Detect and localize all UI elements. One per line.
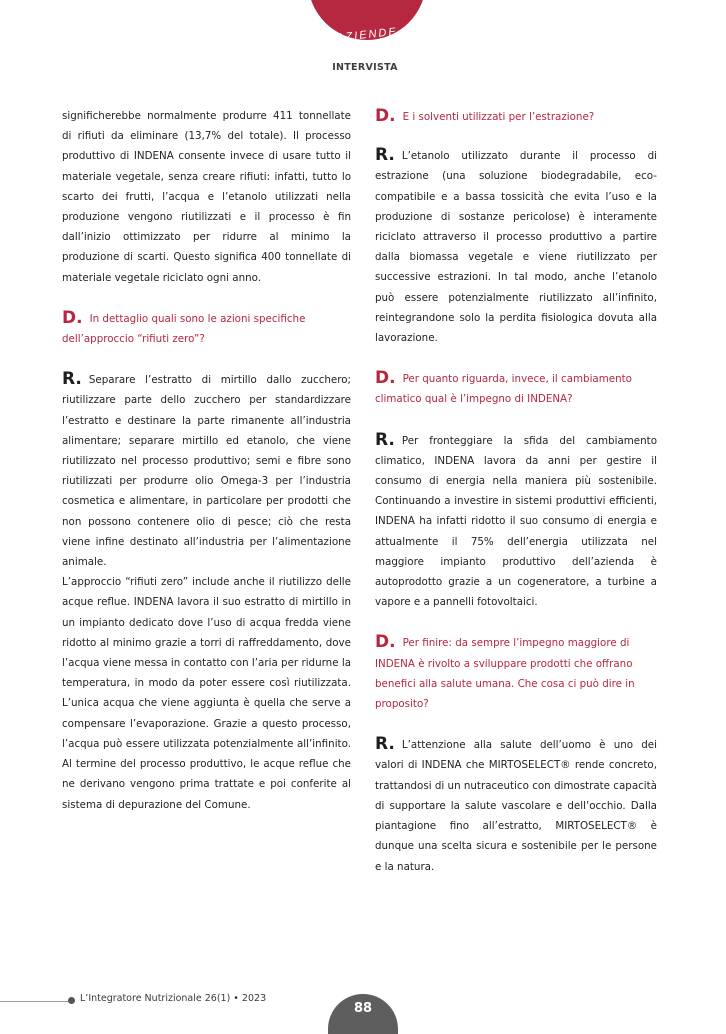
section-badge-label: AZIENDE [335, 25, 399, 45]
question-solventi [375, 106, 657, 127]
question-text: In dettaglio quali sono le azioni specifiche dell’approccio “rifiuti zero”? [62, 312, 306, 346]
answer-marker: R. [375, 145, 395, 166]
answer-text: L’attenzione alla salute dell’uomo è uno dei valori di INDENA che MIRTOSELECT® rende concreto, trattandosi di un nutraceutico con dimostrate capacità di supportare la salute vascolare e dell’occhio. Dalla piantagione fino all’estratto, MIRTOSELECT® è dunque una scelta sicura e sostenibile per le persone e la natura. [375, 739, 657, 873]
question-text: Per quanto riguarda, invece, il cambiamento climatico qual è l’impegno di INDENA? [375, 373, 632, 406]
question-marker: D. [375, 106, 396, 126]
answer-marker: R. [375, 429, 395, 450]
answer-acque-reflue: L’approccio “rifiuti zero” include anche il riutilizzo delle acque reflue. INDENA lavora il suo estratto di mirtillo in un impianto dedicato dove l’uso di acqua fredda viene ridotto al minimo grazie a torri di raffreddamento, dove l’acqua viene messa in contatto con l’aria per ridurne la temperatura, in modo da poter essere così riutilizzata. L’unica acqua che viene aggiunta è quella che serve a compensare l’evaporazione. Grazie a questo processo, l’acqua può essere utilizzata potenzialmente all’infinito. Al termine del processo produttivo, le acque reflue che ne derivano vengono prima trattate e poi conferite al sistema di depurazione del Comune. [62, 576, 351, 811]
question-salute [375, 632, 657, 714]
question-clima [375, 368, 657, 409]
journal-citation: L’Integratore Nutrizionale 26(1) • 2023 [80, 993, 267, 1004]
answer-marker: R. [375, 734, 395, 755]
left-column [62, 106, 351, 815]
footer-bullet-icon [68, 997, 75, 1004]
footer-rule [0, 1001, 70, 1002]
question-text: E i solventi utilizzati per l’estrazione? [402, 111, 595, 123]
answer-text: Separare l’estratto di mirtillo dallo zucchero; riutilizzare parte dello zucchero per standardizzare l’estratto e destinare la parte rimanente all’industria alimentare; separare mirtillo ed etanolo, che viene riutilizzato nel processo produttivo; semi e fibre sono riutilizzati per produrre olio Omega-3 per l’industria cosmetica e alimentare, in particolare per prodotti che non possono contenere olio di pesce; ciò che resta viene infine destinato all’industria per l’alimentazione animale. [62, 374, 351, 569]
answer-text: Per fronteggiare la sfida del cambiamento climatico, INDENA lavora da anni per gestire il consumo di energia nella maniera più sostenibile. Continuando a investire in sistemi produttivi efficienti, INDENA ha infatti ridotto il suo consumo di energia e attualmente il 75% dell’energia utilizzata nel maggiore impianto produttivo dell’azienda è autoprodotto grazie a un cogeneratore, a turbine a vapore e a pannelli fotovoltaici. [375, 434, 657, 609]
answer-salute [375, 734, 657, 876]
question-marker: D. [375, 632, 396, 653]
right-column [375, 106, 657, 877]
answer-continuation: significherebbe normalmente produrre 411 tonnellate di rifiuti da eliminare (13,7% del totale). Il processo produttivo di INDENA consente invece di usare tutto il materiale vegetale, senza creare rifiuti: infatti, tutto lo scarto dei frutti, l’acqua e l’etanolo utilizzati nella produzione vengono riutilizzati e il processo è fin dall’inizio ottimizzato per ridurre al minimo la produzione di scarti. Questo significa 400 tonnellate di materiale vegetale riciclato ogni anno. [62, 110, 351, 284]
answer-marker: R. [62, 369, 82, 390]
question-marker: D. [62, 307, 83, 328]
question-rifiuti-zero [62, 308, 351, 349]
answer-rifiuti-zero [62, 369, 351, 572]
page-number: 88 [353, 1001, 373, 1016]
answer-text: L’etanolo utilizzato durante il processo di estrazione (una soluzione biodegradabile, eco-compatibile e a bassa tossicità che evita l’uso e la produzione di sostanze pericolose) è interamente riciclato attraverso il processo produttivo a partire dalla biomassa vegetale e viene riutilizzato per successive estrazioni. In tal modo, anche l’etanolo può essere potenzialmente riutilizzato all’infinito, reintegrandone solo la perdita fisiologica dovuta alla lavorazione. [375, 150, 657, 345]
question-text: Per finire: da sempre l’impegno maggiore di INDENA è rivolto a sviluppare prodotti che offrano benefici alla salute umana. Che cosa ci può dire in proposito? [375, 637, 635, 711]
answer-clima [375, 430, 657, 613]
answer-solventi [375, 145, 657, 348]
section-subtitle: INTERVISTA [332, 62, 398, 73]
question-marker: D. [375, 368, 396, 389]
